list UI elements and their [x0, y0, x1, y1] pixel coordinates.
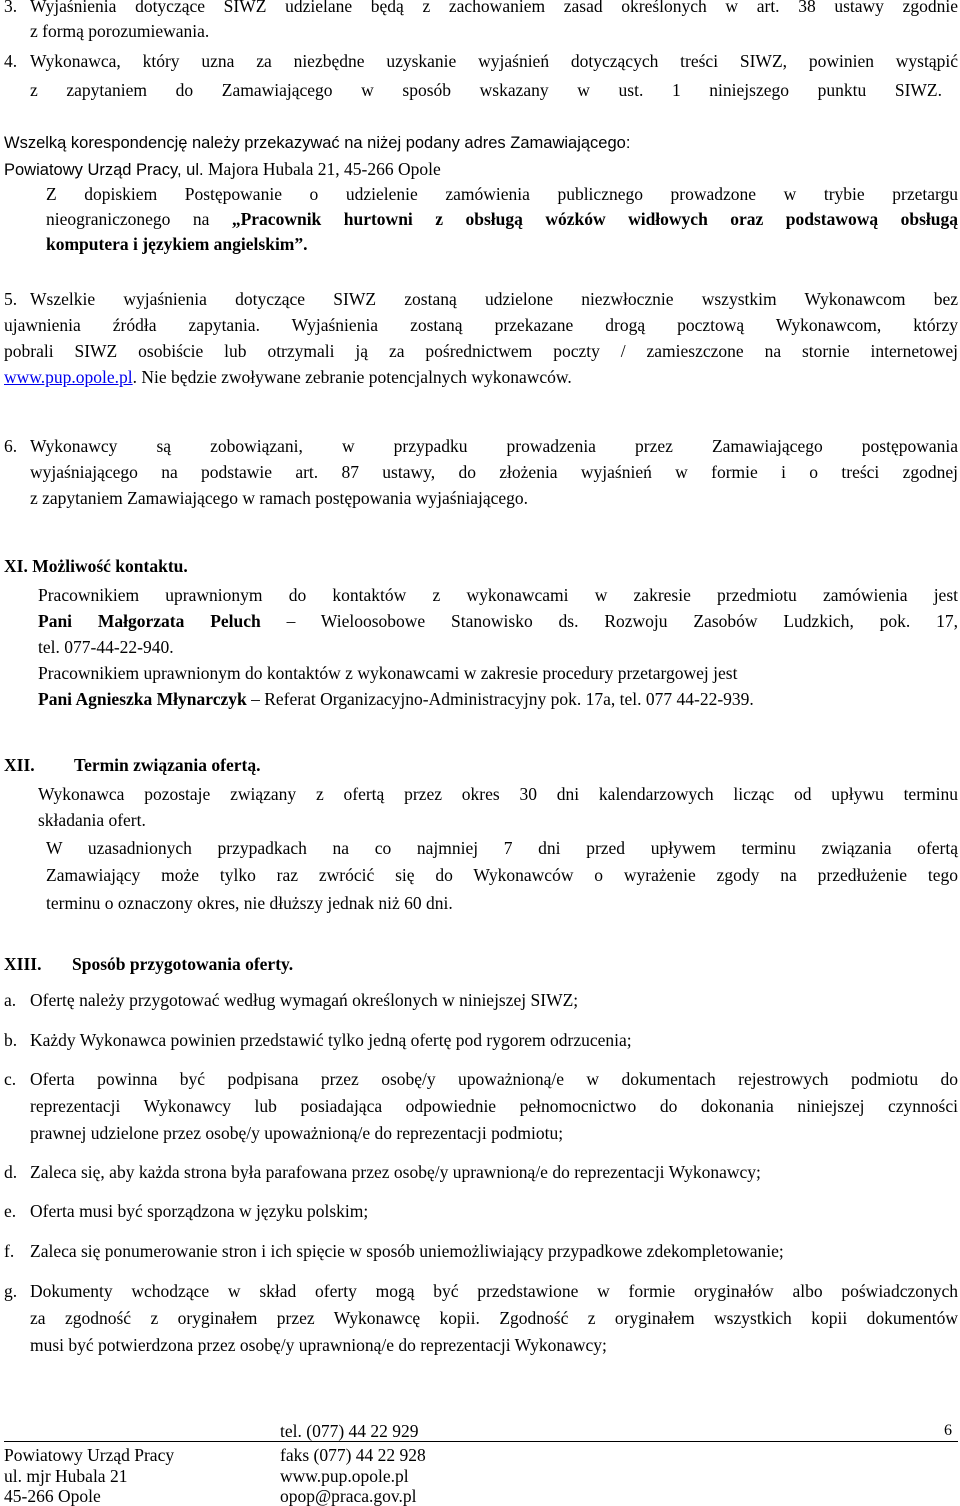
item-f-label: f. [4, 1241, 15, 1261]
footer-tel: tel. (077) 44 22 929 [280, 1421, 419, 1441]
address-part-rest: Majora Hubala 21, 45-266 Opole [203, 159, 441, 179]
item-b-label: b. [4, 1030, 18, 1050]
section-xi-line-4: Pracownikiem uprawnionym do kontaktów z wykonawcami w zakresie procedury przetargowej jest [38, 663, 738, 683]
point-6-number: 6. [4, 436, 18, 456]
section-xi-line-3: tel. 077-44-22-940. [38, 637, 174, 657]
section-xi-line-5 [38, 689, 754, 710]
section-xii-line-2: składania ofert. [38, 810, 146, 830]
section-xii-line-1: Wykonawca pozostaje związany z ofertą przez okres 30 dni kalendarzowych licząc od upływu terminu [38, 784, 958, 804]
item-c-line-1: Oferta powinna być podpisana przez osobę/y upoważnioną/e w dokumentach rejestrowych podmiotu do [30, 1069, 958, 1089]
footer-fax: faks (077) 44 22 928 [280, 1445, 426, 1465]
contracting-authority-address [4, 159, 441, 180]
section-xii-line-3: W uzasadnionych przypadkach na co najmniej 7 dni przed upływem terminu związania ofertą [46, 838, 958, 858]
page-number: 6 [944, 1422, 952, 1439]
point-5-line-4 [4, 367, 572, 388]
point-3-line-1: Wyjaśnienia dotyczące SIWZ udzielane będą z zachowaniem zasad określonych w art. 38 ustawy zgodnie [30, 0, 958, 16]
section-xiii-number: XIII. [4, 954, 42, 974]
envelope-note-line-2 [46, 209, 958, 230]
point-5-number: 5. [4, 289, 18, 309]
point-4-line-2: z zapytaniem do Zamawiającego w sposób wskazany w ust. 1 niniejszego punktu SIWZ. [30, 80, 942, 100]
point-3-line-2: z formą porozumiewania. [30, 21, 210, 41]
section-xiii-title: Sposób przygotowania oferty. [72, 954, 294, 974]
section-xii-line-5: terminu o oznaczony okres, nie dłuższy jednak niż 60 dni. [46, 893, 453, 913]
section-xii-number: XII. [4, 755, 35, 775]
item-d-label: d. [4, 1162, 18, 1182]
footer-www: www.pup.opole.pl [280, 1466, 409, 1486]
point-3-number: 3. [4, 0, 18, 16]
website-link[interactable]: www.pup.opole.pl [4, 367, 133, 387]
item-a-label: a. [4, 990, 17, 1010]
footer-city: 45-266 Opole [4, 1486, 101, 1506]
point-5-line-3: pobrali SIWZ osobiście lub otrzymali ją za pośrednictwem poczty / zamieszczone na stornie internetowej [4, 341, 958, 361]
item-f-text: Zaleca się ponumerowanie stron i ich spięcie w sposób uniemożliwiający przypadkowe zdekompletowanie; [30, 1241, 784, 1261]
point-5-line-2: ujawnienia źródła zapytania. Wyjaśnienia zostaną przekazane drogą pocztową Wykonawcom, którzy [4, 315, 958, 335]
point-6-line-1: Wykonawcy są zobowiązani, w przypadku prowadzenia przez Zamawiającego postępowania [30, 436, 958, 456]
point-4-number: 4. [4, 51, 18, 71]
contact-person-2-details: – Referat Organizacyjno-Administracyjny pok. 17a, tel. 077 44-22-939. [246, 689, 754, 709]
correspondence-note: Wszelką korespondencję należy przekazywać na niżej podany adres Zamawiającego: [4, 134, 631, 152]
section-xi-line-2 [38, 611, 958, 632]
section-xi-line-1: Pracownikiem uprawnionym do kontaktów z wykonawcami w zakresie przedmiotu zamówienia jest [38, 585, 958, 605]
item-d-text: Zaleca się, aby każda strona była parafowana przez osobę/y uprawnioną/e do reprezentacji Wykonawcy; [30, 1162, 761, 1182]
footer-street: ul. mjr Hubala 21 [4, 1466, 128, 1486]
section-xii-title: Termin związania ofertą. [74, 755, 261, 775]
tender-title-part-1: „Pracownik hurtowni z obsługą wózków widłowych oraz podstawową obsługą [231, 209, 959, 229]
item-b-text: Każdy Wykonawca powinien przedstawić tylko jedną ofertę pod rygorem odrzucenia; [30, 1030, 632, 1050]
point-5-line-4-rest: . Nie będzie zwoływane zebranie potencjalnych wykonawców. [132, 367, 572, 387]
item-g-label: g. [4, 1281, 18, 1301]
section-xii-line-4: Zamawiający może tylko raz zwrócić się do Wykonawców o wyrażenie zgody na przedłużenie tego [46, 865, 958, 885]
item-e-label: e. [4, 1201, 17, 1221]
footer-email: opop@praca.gov.pl [280, 1486, 417, 1506]
item-e-text: Oferta musi być sporządzona w języku polskim; [30, 1201, 369, 1221]
item-c-line-3: prawnej udzielone przez osobę/y upoważnioną/e do reprezentacji podmiotu; [30, 1123, 564, 1143]
item-g-line-2: za zgodność z oryginałem przez Wykonawcę kopii. Zgodność z oryginałem wszystkich kopii dokumentów [30, 1308, 958, 1328]
contact-person-1-details: – Wieloosobowe Stanowisko ds. Rozwoju Zasobów Ludzkich, pok. 17, [260, 611, 959, 631]
point-6-line-2: wyjaśniającego na podstawie art. 87 ustawy, do złożenia wyjaśnień w formie i o treści zgodnej [30, 462, 958, 482]
footer-rule [4, 1441, 958, 1442]
point-5-line-1: Wszelkie wyjaśnienia dotyczące SIWZ zostaną udzielone niezwłocznie wszystkim Wykonawcom bez [30, 289, 958, 309]
section-xi-heading: XI. Możliwość kontaktu. [4, 556, 188, 576]
item-g-line-1: Dokumenty wchodzące w skład oferty mogą być przedstawione w formie oryginałów albo poświadczonych [30, 1281, 958, 1301]
footer-org: Powiatowy Urząd Pracy [4, 1445, 175, 1465]
envelope-note-line-1: Z dopiskiem Postępowanie o udzielenie zamówienia publicznego prowadzone w trybie przetargu [46, 184, 958, 204]
point-6-line-3: z zapytaniem Zamawiającego w ramach postępowania wyjaśniającego. [30, 488, 529, 508]
envelope-note-prefix: nieograniczonego na [46, 209, 232, 229]
contact-person-2: Pani Agnieszka Młynarczyk [38, 689, 247, 709]
contact-person-1: Pani Małgorzata Peluch [38, 611, 261, 631]
item-g-line-3: musi być potwierdzona przez osobę/y uprawnioną/e do reprezentacji Wykonawcy; [30, 1335, 607, 1355]
point-4-line-1: Wykonawca, który uzna za niezbędne uzyskanie wyjaśnień dotyczących treści SIWZ, powinien wystąpić [30, 51, 958, 71]
item-c-line-2: reprezentacji Wykonawcy lub posiadająca odpowiednie pełnomocnictwo do dokonania niniejszej czynności [30, 1096, 958, 1116]
item-c-label: c. [4, 1069, 17, 1089]
item-a-text: Ofertę należy przygotować według wymagań określonych w niniejszej SIWZ; [30, 990, 579, 1010]
address-part-sans: Powiatowy Urząd Pracy, ul. [4, 161, 204, 179]
tender-title-part-2: komputera i językiem angielskim”. [46, 234, 308, 254]
